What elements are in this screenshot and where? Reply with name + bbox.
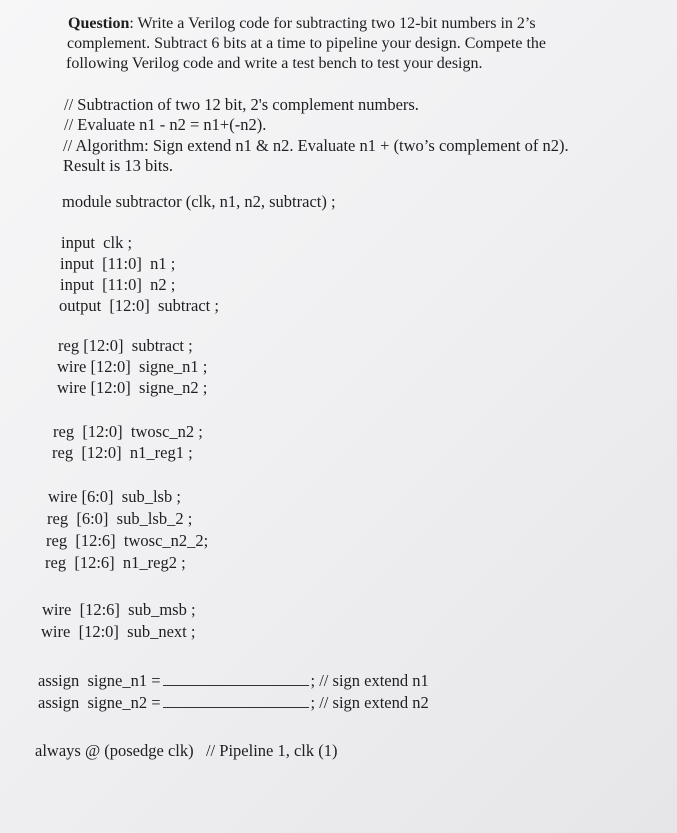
code-output-subtract: output [12:0] subtract ;: [59, 296, 219, 315]
question-line-3: following Verilog code and write a test bench to test your design.: [66, 55, 483, 72]
assign-2-right: ; // sign extend n2: [310, 693, 429, 712]
code-wire-sub-msb: wire [12:6] sub_msb ;: [42, 600, 196, 619]
code-input-clk: input clk ;: [61, 233, 133, 252]
question-line-1: [68, 14, 536, 33]
comment-line-3: // Algorithm: Sign extend n1 & n2. Evaluate n1 + (two’s complement of n2).: [63, 136, 569, 155]
comment-line-1: // Subtraction of two 12 bit, 2's complement numbers.: [64, 95, 419, 114]
code-input-n1: input [11:0] n1 ;: [60, 254, 176, 273]
code-reg-n1-reg1: reg [12:0] n1_reg1 ;: [52, 443, 193, 462]
code-input-n2: input [11:0] n2 ;: [60, 275, 176, 294]
code-reg-twosc-n2: reg [12:0] twosc_n2 ;: [53, 422, 203, 441]
code-assign-signe-n2: [38, 693, 429, 713]
code-wire-sub-next: wire [12:0] sub_next ;: [41, 622, 196, 641]
code-module-declaration: module subtractor (clk, n1, n2, subtract) ;: [62, 192, 336, 211]
code-reg-subtract: reg [12:0] subtract ;: [58, 336, 193, 355]
blank-answer-2: [163, 693, 309, 708]
code-wire-sub-lsb: wire [6:0] sub_lsb ;: [48, 487, 181, 506]
code-reg-sub-lsb-2: reg [6:0] sub_lsb_2 ;: [47, 509, 193, 528]
code-wire-signe-n2: wire [12:0] signe_n2 ;: [57, 378, 208, 397]
assign-2-left: assign signe_n2 =: [38, 693, 161, 712]
code-reg-n1-reg2: reg [12:6] n1_reg2 ;: [45, 553, 186, 572]
comment-line-2: // Evaluate n1 - n2 = n1+(-n2).: [64, 115, 267, 134]
question-text-1: : Write a Verilog code for subtracting two 12-bit numbers in 2’s: [129, 15, 536, 32]
assign-1-left: assign signe_n1 =: [38, 671, 161, 690]
code-always-block: always @ (posedge clk) // Pipeline 1, clk (1): [35, 741, 338, 760]
assign-1-right: ; // sign extend n1: [310, 671, 429, 690]
blank-answer-1: [163, 671, 309, 686]
code-wire-signe-n1: wire [12:0] signe_n1 ;: [57, 357, 208, 376]
question-label: Question: [68, 15, 130, 32]
code-assign-signe-n1: [38, 671, 429, 691]
code-reg-twosc-n2-2: reg [12:6] twosc_n2_2;: [46, 531, 209, 550]
comment-line-4: Result is 13 bits.: [63, 156, 174, 175]
question-line-2: complement. Subtract 6 bits at a time to pipeline your design. Compete the: [67, 35, 547, 52]
